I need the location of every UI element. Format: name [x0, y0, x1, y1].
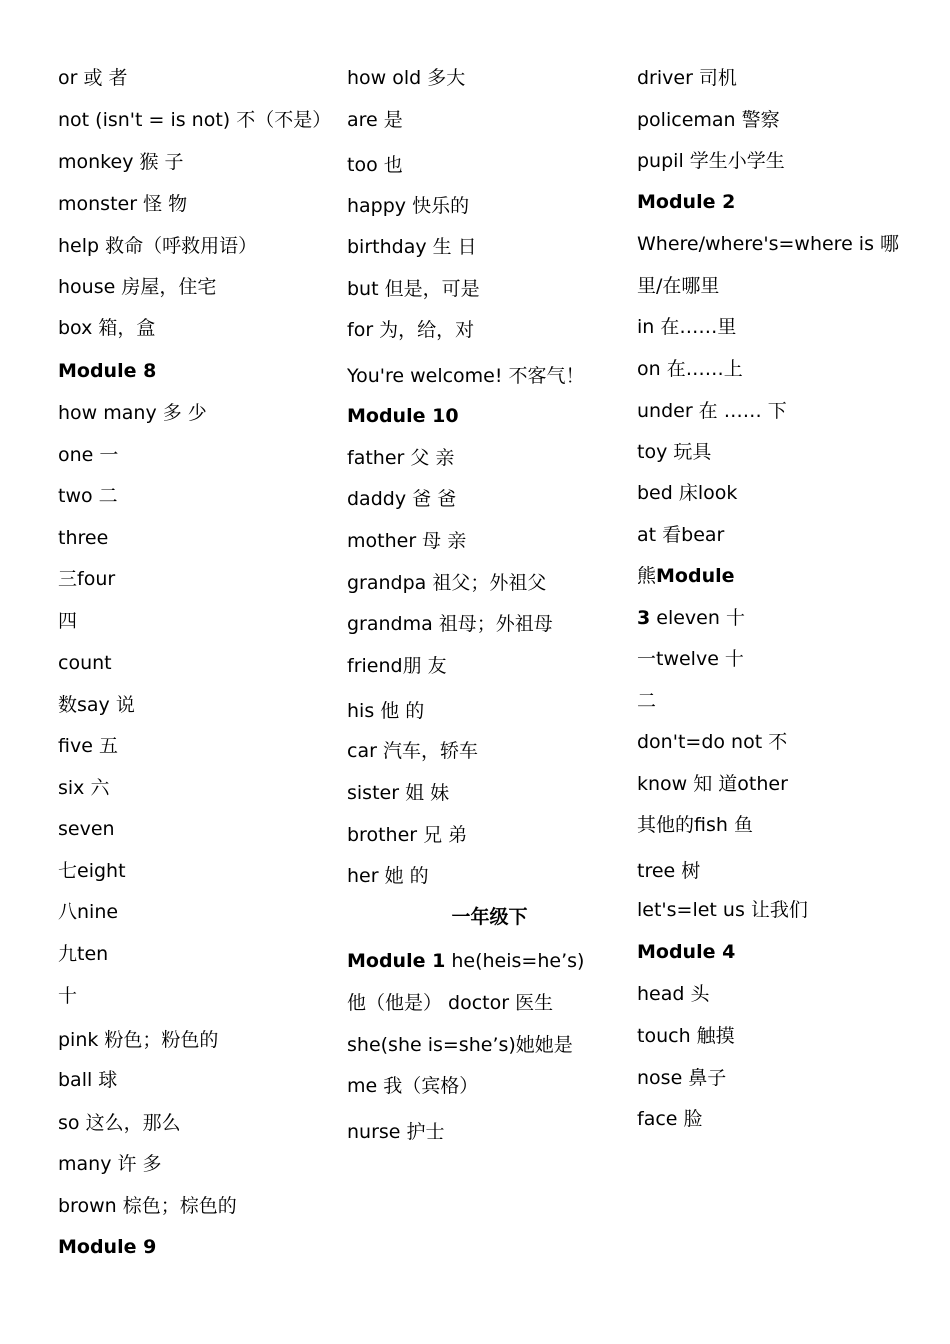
vocab-entry: 一twelve 十 [637, 648, 744, 670]
vocab-entry: one 一 [58, 444, 119, 466]
vocab-entry: how many 多 少 [58, 402, 207, 424]
vocab-entry: in 在……里 [637, 316, 737, 338]
vocab-entry: box 箱，盒 [58, 317, 156, 339]
vocab-entry: 十 [58, 985, 78, 1007]
vocab-entry: Module 1 he(heis=he’s) [347, 950, 585, 972]
vocab-entry: 3 eleven 十 [637, 607, 745, 629]
vocab-entry: so 这么，那么 [58, 1112, 181, 1134]
section-heading: Module 4 [637, 941, 736, 963]
vocab-entry: seven [58, 818, 115, 840]
vocab-entry: father 父 亲 [347, 447, 455, 469]
vocab-entry: grandma 祖母；外祖母 [347, 613, 553, 635]
vocab-entry: tree 树 [637, 860, 701, 882]
vocab-entry: 他（他是） doctor 医生 [347, 992, 554, 1014]
vocab-entry: her 她 的 [347, 865, 429, 887]
vocab-entry: under 在 …… 下 [637, 400, 787, 422]
vocab-entry: 数say 说 [58, 694, 135, 716]
vocab-entry: face 脸 [637, 1108, 703, 1130]
vocab-entry: 八nine [58, 901, 119, 923]
vocab-entry: 里/在哪里 [637, 275, 720, 297]
vocab-entry: two 二 [58, 485, 118, 507]
vocab-entry: brown 棕色；棕色的 [58, 1195, 237, 1217]
vocab-entry: house 房屋，住宅 [58, 276, 217, 298]
vocab-entry: she(she is=she’s)她她是 [347, 1034, 573, 1056]
vocab-entry: for 为，给，对 [347, 319, 475, 341]
vocab-entry: 七eight [58, 860, 126, 882]
vocab-entry: head 头 [637, 983, 710, 1005]
vocab-entry: many 许 多 [58, 1153, 162, 1175]
vocab-entry: 熊Module [637, 565, 735, 587]
vocab-entry: on 在……上 [637, 358, 743, 380]
vocab-entry: grandpa 祖父；外祖父 [347, 572, 547, 594]
vocab-entry: policeman 警察 [637, 109, 780, 131]
vocab-entry: not (isn't = is not) 不（不是） [58, 109, 332, 131]
vocab-entry: driver 司机 [637, 67, 737, 89]
vocab-entry: toy 玩具 [637, 441, 712, 463]
vocab-entry: me 我（宾格） [347, 1075, 479, 1097]
vocab-entry: five 五 [58, 735, 118, 757]
section-heading: Module 8 [58, 360, 157, 382]
vocab-entry: nurse 护士 [347, 1121, 445, 1143]
section-heading: Module 2 [637, 191, 736, 213]
vocab-entry: don't=do not 不 [637, 731, 788, 753]
vocab-entry: his 他 的 [347, 700, 425, 722]
vocab-entry: monkey 猴 子 [58, 151, 184, 173]
vocab-entry: let's=let us 让我们 [637, 899, 808, 921]
vocab-entry: ball 球 [58, 1069, 118, 1091]
vocab-entry: monster 怪 物 [58, 193, 188, 215]
vocab-entry: three [58, 527, 109, 549]
vocab-entry: brother 兄 弟 [347, 824, 468, 846]
vocab-entry: touch 触摸 [637, 1025, 735, 1047]
vocab-entry: at 看bear [637, 524, 725, 546]
section-heading: Module 10 [347, 405, 459, 427]
vocab-entry: sister 姐 妹 [347, 782, 450, 804]
vocab-entry: mother 母 亲 [347, 530, 467, 552]
vocab-entry: know 知 道other [637, 773, 788, 795]
vocab-entry: daddy 爸 爸 [347, 488, 457, 510]
vocab-entry: You're welcome! 不客气！ [347, 365, 585, 387]
vocab-entry: nose 鼻子 [637, 1067, 727, 1089]
vocab-entry: help 救命（呼救用语） [58, 235, 258, 257]
section-heading: Module 9 [58, 1236, 157, 1258]
vocab-entry: 其他的fish 鱼 [637, 814, 753, 836]
section-heading: 一年级下 [451, 906, 528, 928]
vocab-entry: 九ten [58, 943, 109, 965]
vocab-entry: car 汽车，轿车 [347, 740, 478, 762]
vocab-entry: pink 粉色；粉色的 [58, 1029, 219, 1051]
vocab-entry: count [58, 652, 112, 674]
vocab-entry: bed 床look [637, 482, 738, 504]
vocab-entry: pupil 学生小学生 [637, 150, 785, 172]
vocab-entry: birthday 生 日 [347, 236, 477, 258]
vocab-entry: or 或 者 [58, 67, 128, 89]
vocab-entry: happy 快乐的 [347, 195, 470, 217]
vocab-entry: 二 [637, 690, 657, 712]
vocab-entry: how old 多大 [347, 67, 466, 89]
vocab-entry: are 是 [347, 109, 403, 131]
vocab-entry: too 也 [347, 154, 403, 176]
vocab-entry: 三four [58, 568, 116, 590]
vocab-entry: but 但是，可是 [347, 278, 480, 300]
vocab-entry: six 六 [58, 777, 110, 799]
vocab-entry: friend朋 友 [347, 655, 447, 677]
vocab-entry: 四 [58, 610, 78, 632]
vocab-entry: Where/where's=where is 哪 [637, 233, 900, 255]
